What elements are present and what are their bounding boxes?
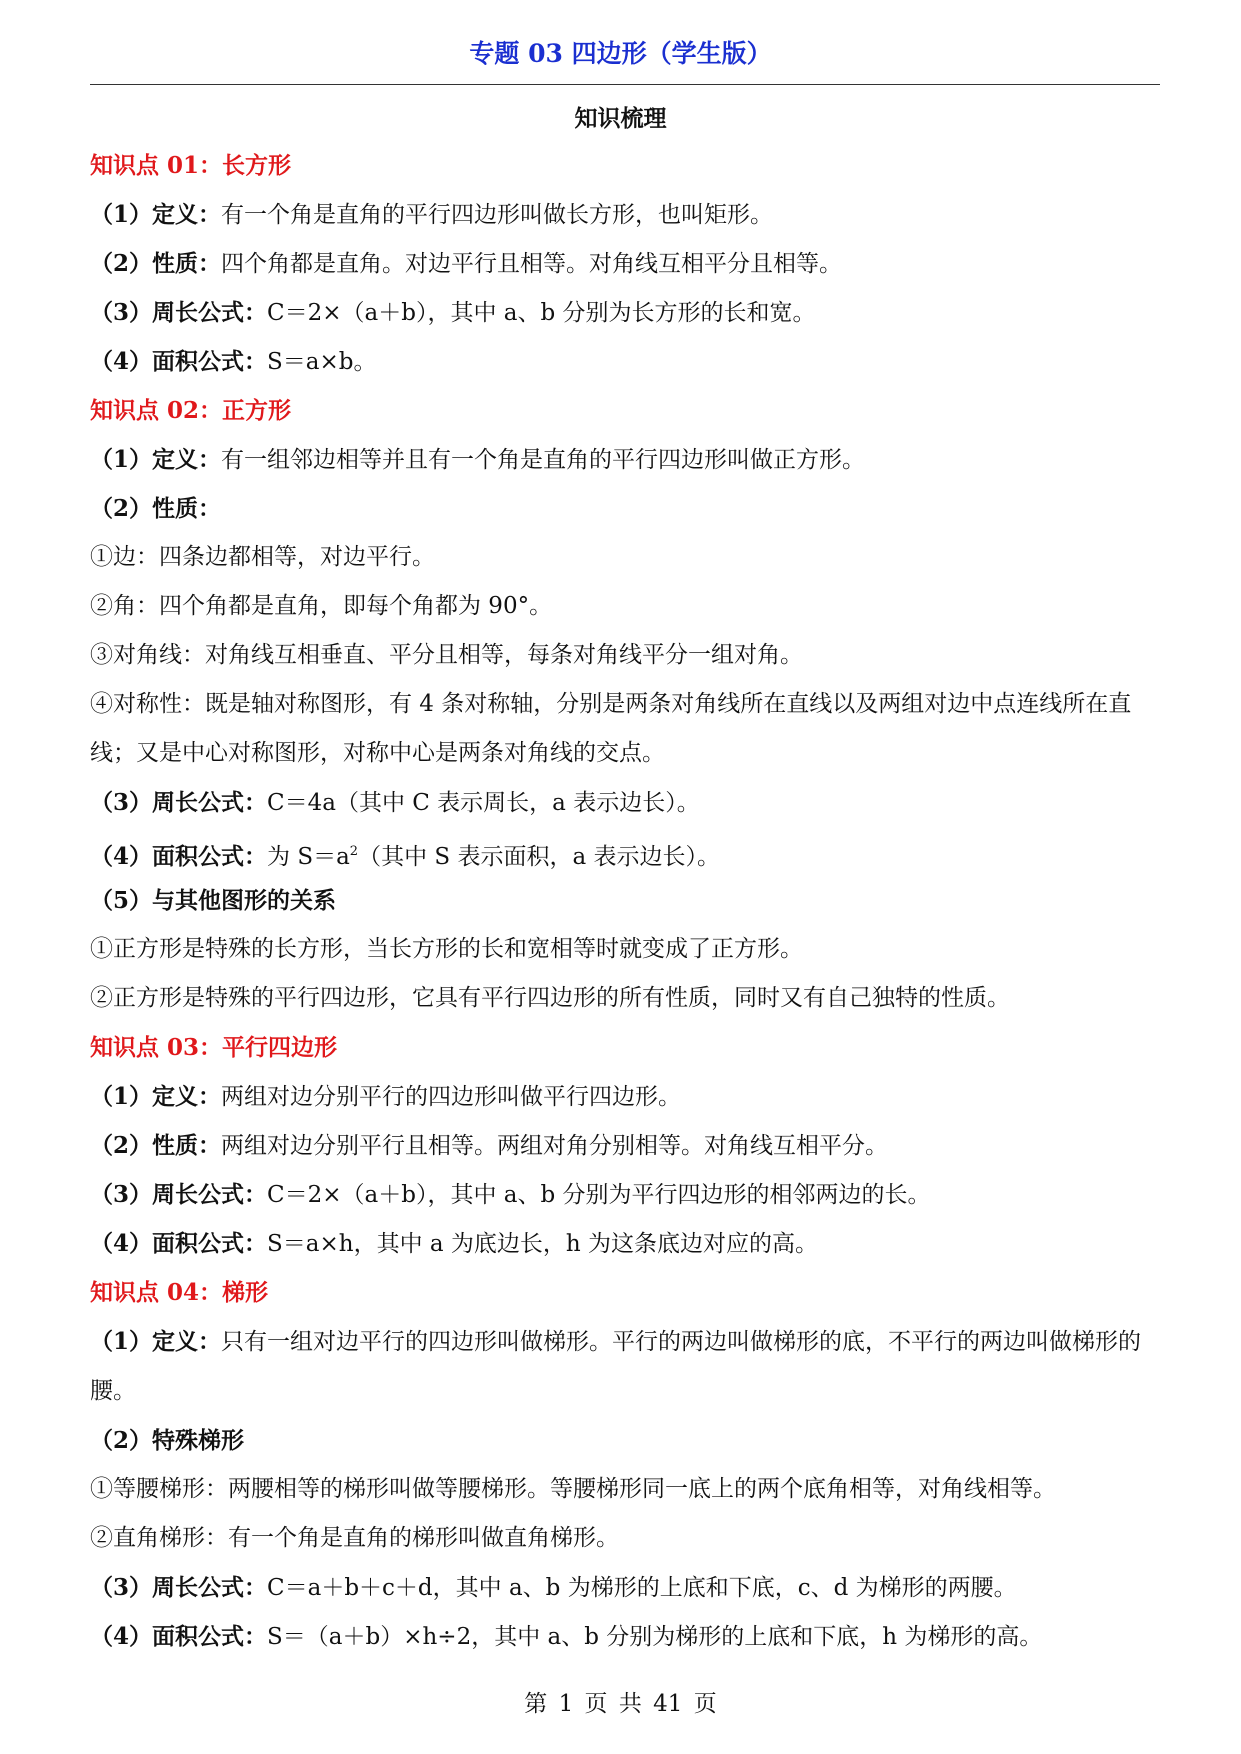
kp2-relation-label: （5）与其他图形的关系 bbox=[90, 887, 337, 914]
kp2-heading: 知识点 02：正方形 bbox=[90, 397, 292, 424]
kp3-perimeter bbox=[90, 1170, 1160, 1219]
kp1-perimeter-text: C＝2×（a＋b），其中 a、b 分别为长方形的长和宽。 bbox=[267, 300, 816, 326]
kp3-area-label: （4）面积公式： bbox=[90, 1230, 268, 1257]
kp4-perimeter-label: （3）周长公式： bbox=[90, 1574, 268, 1601]
kp3-perimeter-text: C＝2×（a＋b），其中 a、b 分别为平行四边形的相邻两边的长。 bbox=[267, 1182, 931, 1208]
kp2-definition bbox=[90, 435, 1160, 484]
kp3-property bbox=[90, 1121, 1160, 1170]
kp2-relation-item: ②正方形是特殊的平行四边形，它具有平行四边形的所有性质，同时又有自己独特的性质。 bbox=[90, 985, 1010, 1011]
kp2-area-text-rest: （其中 S 表示面积，a 表示边长）。 bbox=[358, 844, 720, 870]
kp3-definition-label: （1）定义： bbox=[90, 1083, 222, 1110]
kp3-property-label: （2）性质： bbox=[90, 1132, 222, 1159]
kp2-property-item: ①边：四条边都相等，对边平行。 bbox=[90, 544, 435, 570]
kp1-heading: 知识点 01：长方形 bbox=[90, 152, 292, 179]
kp4-heading: 知识点 04：梯形 bbox=[90, 1279, 269, 1306]
kp2-area-text: 为 S＝a bbox=[267, 844, 350, 870]
kp1-definition bbox=[90, 190, 1160, 239]
kp3-definition-text: 两组对边分别平行的四边形叫做平行四边形。 bbox=[221, 1084, 682, 1110]
kp4-definition-label: （1）定义： bbox=[90, 1328, 222, 1355]
kp4-definition-text: 只有一组对边平行的四边形叫做梯形。平行的两边叫做梯形的底，不平行的两边叫做梯形的腰。 bbox=[90, 1329, 1142, 1404]
kp3-definition bbox=[90, 1072, 1160, 1121]
kp2-perimeter-label: （3）周长公式： bbox=[90, 789, 268, 816]
kp1-property-text: 四个角都是直角。对边平行且相等。对角线互相平分且相等。 bbox=[221, 251, 843, 277]
kp4-area-text: S＝（a＋b）×h÷2，其中 a、b 分别为梯形的上底和下底，h 为梯形的高。 bbox=[267, 1624, 1043, 1650]
kp2-perimeter bbox=[90, 778, 1160, 827]
kp4-perimeter bbox=[90, 1563, 1160, 1612]
document-body bbox=[90, 141, 1160, 1661]
kp2-area-superscript: 2 bbox=[349, 844, 359, 859]
kp1-perimeter-label: （3）周长公式： bbox=[90, 299, 268, 326]
kp1-perimeter bbox=[90, 288, 1160, 337]
kp3-property-text: 两组对边分别平行且相等。两组对角分别相等。对角线互相平分。 bbox=[221, 1133, 889, 1159]
kp4-area bbox=[90, 1612, 1160, 1661]
kp3-heading: 知识点 03：平行四边形 bbox=[90, 1034, 338, 1061]
kp1-area-label: （4）面积公式： bbox=[90, 348, 268, 375]
kp2-perimeter-text: C＝4a（其中 C 表示周长，a 表示边长）。 bbox=[267, 790, 700, 816]
kp1-area-text: S＝a×b。 bbox=[267, 349, 377, 375]
kp2-area-label: （4）面积公式： bbox=[90, 843, 268, 870]
document-title: 专题 03 四边形（学生版） bbox=[469, 39, 772, 68]
kp2-definition-text: 有一组邻边相等并且有一个角是直角的平行四边形叫做正方形。 bbox=[221, 447, 866, 473]
kp2-property-label: （2）性质： bbox=[90, 495, 222, 522]
kp4-area-label: （4）面积公式： bbox=[90, 1623, 268, 1650]
kp2-definition-label: （1）定义： bbox=[90, 446, 222, 473]
kp2-area bbox=[90, 827, 1160, 876]
kp4-special-item: ①等腰梯形：两腰相等的梯形叫做等腰梯形。等腰梯形同一底上的两个底角相等，对角线相等。 bbox=[90, 1476, 1056, 1502]
kp4-special-item: ②直角梯形：有一个角是直角的梯形叫做直角梯形。 bbox=[90, 1525, 619, 1551]
kp2-relation-item: ①正方形是特殊的长方形，当长方形的长和宽相等时就变成了正方形。 bbox=[90, 936, 803, 962]
kp2-property-item: ②角：四个角都是直角，即每个角都为 90°。 bbox=[90, 593, 553, 619]
header-divider bbox=[90, 84, 1160, 85]
kp1-property-label: （2）性质： bbox=[90, 250, 222, 277]
section-heading: 知识梳理 bbox=[574, 105, 667, 132]
kp2-property-item: ④对称性：既是轴对称图形，有 4 条对称轴，分别是两条对角线所在直线以及两组对边中点连线所在直线；又是中心对称图形，对称中心是两条对角线的交点。 bbox=[90, 691, 1132, 766]
kp2-property-item: ③对角线：对角线互相垂直、平分且相等，每条对角线平分一组对角。 bbox=[90, 642, 803, 668]
kp4-definition bbox=[90, 1317, 1160, 1416]
kp3-area-text: S＝a×h，其中 a 为底边长，h 为这条底边对应的高。 bbox=[267, 1231, 819, 1257]
kp3-perimeter-label: （3）周长公式： bbox=[90, 1181, 268, 1208]
kp1-area bbox=[90, 337, 1160, 386]
kp1-property bbox=[90, 239, 1160, 288]
kp4-perimeter-text: C＝a＋b＋c＋d，其中 a、b 为梯形的上底和下底，c、d 为梯形的两腰。 bbox=[267, 1575, 1017, 1601]
kp1-definition-label: （1）定义： bbox=[90, 201, 222, 228]
kp1-definition-text: 有一个角是直角的平行四边形叫做长方形，也叫矩形。 bbox=[221, 202, 774, 228]
kp3-area bbox=[90, 1219, 1160, 1268]
page-number: 第 1 页 共 41 页 bbox=[524, 1691, 717, 1717]
kp4-special-label: （2）特殊梯形 bbox=[90, 1427, 245, 1454]
